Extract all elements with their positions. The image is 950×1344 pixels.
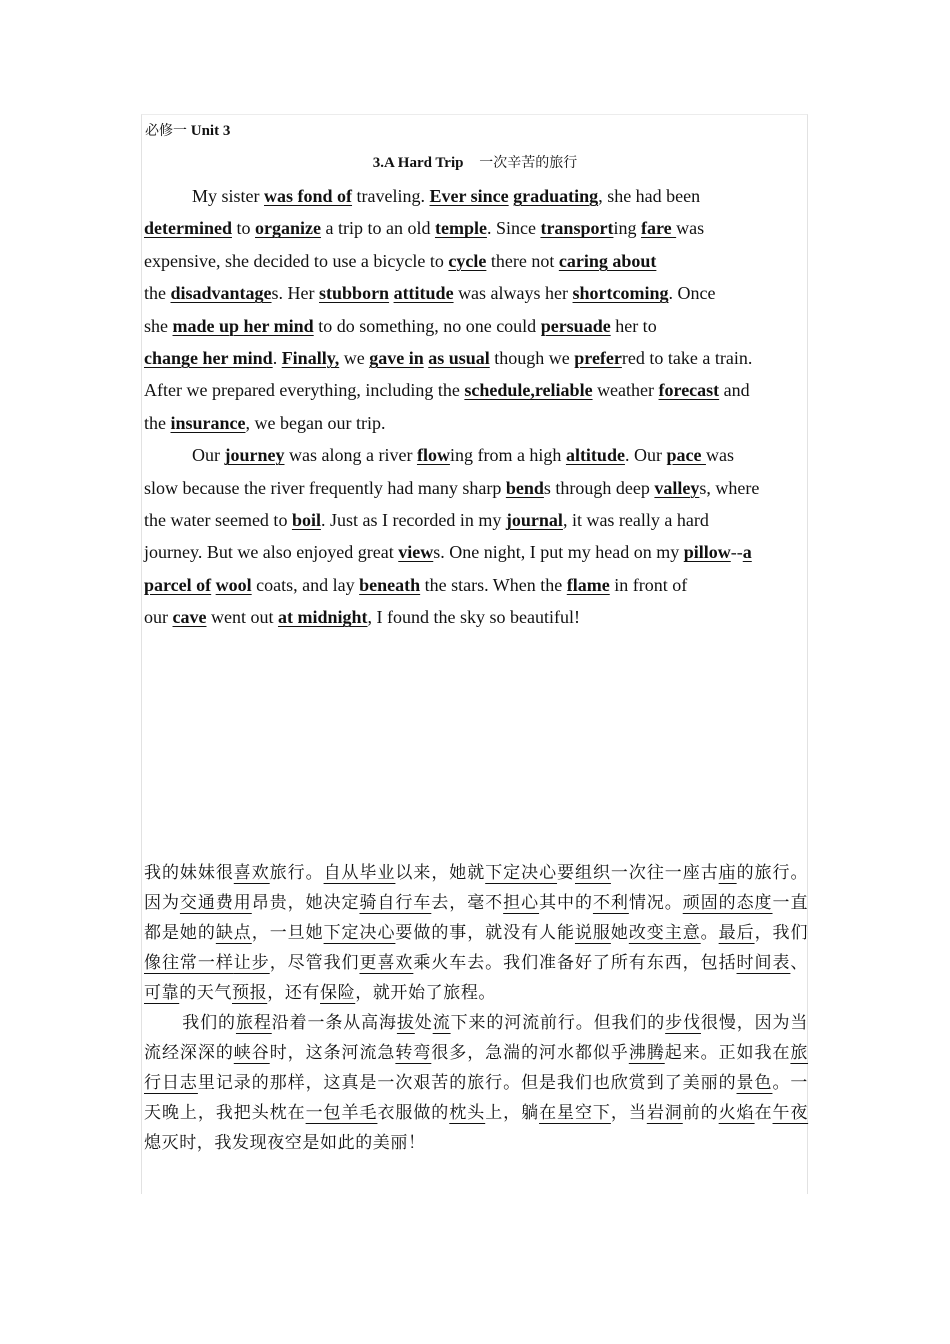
key-vocabulary: 可靠 [144, 983, 180, 1003]
text-run: was always her [453, 283, 573, 304]
key-vocabulary: altitude [565, 445, 625, 466]
text-run: and [719, 380, 750, 401]
key-vocabulary: 下定决心 [323, 923, 396, 943]
key-vocabulary: view [398, 542, 434, 563]
text-run: coats, and lay [251, 574, 360, 595]
key-vocabulary: parcel of [144, 574, 212, 595]
key-vocabulary: cycle [448, 250, 487, 271]
key-vocabulary: 枕头 [449, 1103, 486, 1123]
text-run: the stars. When the [420, 574, 567, 595]
text-run: My sister [192, 186, 264, 206]
key-vocabulary: pillow [683, 542, 731, 563]
text-run: 里记录的那样，这真是一次艰苦的旅行。但是我们也欣赏到了美丽的 [197, 1073, 737, 1093]
key-vocabulary: Finally, [281, 348, 340, 369]
text-run: ，一旦她 [251, 923, 324, 943]
text-run: went out [206, 607, 278, 628]
text-run: 很多，急湍的河水都似乎 [431, 1043, 629, 1063]
text-run: in front of [609, 574, 688, 595]
text-run: was [705, 445, 734, 466]
text-run: the [144, 283, 171, 304]
key-vocabulary: 午夜 [772, 1103, 809, 1123]
text-run: a trip to an old [320, 218, 435, 239]
title-english: 3.A Hard Trip [372, 155, 464, 171]
key-vocabulary: 保险 [320, 983, 356, 1003]
key-vocabulary: 说服 [574, 923, 611, 943]
text-run: ，还有 [267, 983, 321, 1003]
text-run: ing from a high [449, 445, 566, 466]
key-vocabulary: change her mind [144, 348, 273, 369]
text-run: her to [610, 315, 657, 336]
key-vocabulary: 在星空下 [539, 1103, 611, 1123]
chinese-paragraph-2 [144, 1008, 808, 1158]
text-run: 熄灭时，我发现夜空是如此的美丽！ [144, 1133, 426, 1153]
text-run: 她 [610, 923, 629, 943]
key-vocabulary: 景色 [736, 1073, 773, 1093]
key-vocabulary: 喜欢 [233, 863, 270, 883]
text-run: 要做的事，就没有人能 [395, 923, 575, 943]
title-chinese: 一次辛苦的旅行 [479, 155, 578, 171]
key-vocabulary: graduating [513, 186, 599, 206]
text-run: 我的妹妹很 [144, 863, 234, 883]
unit-label [145, 121, 230, 141]
text-run: . [272, 348, 282, 369]
text-run: 的旅行。因为 [144, 863, 809, 913]
text-run: was [676, 218, 705, 239]
text-run: 旅行。 [269, 863, 324, 883]
text-run: , she had been [598, 186, 701, 206]
key-vocabulary: 火焰 [718, 1103, 755, 1123]
key-vocabulary: a [742, 542, 752, 563]
text-run: 下来的河流前行。但我们的 [450, 1013, 666, 1033]
unit-label-en: Unit 3 [190, 123, 231, 139]
text-run: 要 [557, 863, 575, 883]
key-vocabulary: 不利 [592, 893, 629, 913]
text-run: traveling. [352, 186, 430, 206]
key-vocabulary: transport [540, 218, 614, 239]
key-vocabulary: 预报 [232, 983, 268, 1003]
english-paragraph-1 [144, 180, 812, 439]
text-run: s. One night, I put my head on my [433, 542, 684, 563]
key-vocabulary: 最后 [718, 923, 755, 943]
key-vocabulary: 让步 [233, 953, 270, 973]
key-vocabulary: stubborn [319, 283, 390, 304]
key-vocabulary: 下定决心 [485, 863, 558, 883]
text-run: ，尽管我们 [269, 953, 360, 973]
key-vocabulary: fare [640, 218, 677, 239]
key-vocabulary: was fond of [264, 186, 353, 206]
key-vocabulary: 骑自行车 [359, 893, 432, 913]
key-vocabulary: journal [505, 510, 563, 531]
text-run: s, where [699, 477, 760, 498]
text-run: 我们的 [182, 1013, 236, 1033]
text-run: ，当 [610, 1103, 647, 1123]
text-run: though we [489, 348, 575, 369]
key-vocabulary: as usual [428, 348, 490, 369]
key-vocabulary: 转弯 [395, 1043, 432, 1063]
key-vocabulary: prefer [574, 348, 622, 369]
key-vocabulary: disadvantage [170, 283, 272, 304]
text-run: 很慢，因为当流经深深的 [144, 1013, 808, 1063]
key-vocabulary: insurance [170, 412, 246, 433]
key-vocabulary: persuade [540, 315, 611, 336]
text-run: 的天气 [179, 983, 233, 1003]
text-run: expensive, she decided to use a bicycle to [144, 250, 449, 271]
text-run: the [144, 412, 171, 433]
key-vocabulary: cave [172, 607, 207, 628]
key-vocabulary: 峡谷 [233, 1043, 270, 1063]
unit-label-zh: 必修一 [145, 123, 187, 139]
key-vocabulary: 交通费用 [179, 893, 252, 913]
passage-title [145, 153, 805, 173]
text-run: 。一天晚上，我把头枕在 [144, 1073, 809, 1123]
key-vocabulary: wool [215, 574, 252, 595]
text-run: s through deep [543, 477, 655, 498]
key-vocabulary: 像往常一样 [144, 953, 234, 973]
text-run: was along a river [284, 445, 417, 466]
key-vocabulary: 步伐 [665, 1013, 701, 1033]
text-run: she [144, 315, 173, 336]
key-vocabulary: 旅行日志 [144, 1043, 809, 1093]
text-run: there not [486, 250, 559, 271]
text-run: 昂贵，她决定 [251, 893, 360, 913]
text-run: 情况。 [628, 893, 683, 913]
text-run: red to take a train. [621, 348, 753, 369]
text-run: journey. But we also enjoyed great [144, 542, 399, 563]
key-vocabulary: valley [654, 477, 700, 498]
text-run: 上，躺 [485, 1103, 540, 1123]
key-vocabulary: 缺点 [215, 923, 252, 943]
key-vocabulary: organize [255, 218, 321, 239]
key-vocabulary: attitude [393, 283, 454, 304]
text-run: After we prepared everything, including the [144, 380, 465, 401]
text-run: 以来，她就 [395, 863, 486, 883]
key-vocabulary: 岩洞 [646, 1103, 683, 1123]
text-run: 在 [754, 1103, 773, 1123]
text-run: ，就开始了旅程。 [355, 983, 497, 1003]
text-run: weather [592, 380, 659, 401]
text-run: . Just as I recorded in my [320, 510, 506, 531]
key-vocabulary: schedule,reliable [464, 380, 593, 401]
english-paragraph-2 [144, 439, 812, 633]
key-vocabulary: 毕业 [359, 863, 396, 883]
key-vocabulary: 沸腾 [628, 1043, 665, 1063]
text-run: . Once [668, 283, 716, 304]
text-run: 处 [414, 1013, 433, 1033]
text-run: 衣服做的 [377, 1103, 450, 1123]
key-vocabulary: 羊毛 [341, 1103, 378, 1123]
text-run: 其中的 [539, 893, 593, 913]
text-run: . Since [486, 218, 541, 239]
text-run: ing [613, 218, 641, 239]
key-vocabulary: pace [666, 445, 706, 466]
text-run: . Our [624, 445, 667, 466]
key-vocabulary: journey [224, 445, 285, 466]
key-vocabulary: caring about [558, 250, 657, 271]
key-vocabulary: boil [291, 510, 321, 531]
chinese-paragraph-1 [144, 858, 808, 1008]
text-run: we [339, 348, 370, 369]
text-run: 一直都是她的 [144, 893, 809, 943]
text-run: Our [192, 445, 225, 466]
text-run: , I found the sky so beautiful! [367, 607, 580, 628]
chinese-translation [144, 858, 808, 1158]
text-run: ，我们 [754, 923, 809, 943]
text-run: to do something, no one could [313, 315, 541, 336]
text-run: 一次往一座古 [610, 863, 719, 883]
key-vocabulary: flow [416, 445, 450, 466]
text-run: 。 [700, 923, 719, 943]
text-run: 沿着一条从高海 [271, 1013, 397, 1033]
text-run: , it was really a hard [562, 510, 709, 531]
key-vocabulary: bend [505, 477, 544, 498]
text-run: , we began our trip. [245, 412, 386, 433]
text-run: slow because the river frequently had many sharp [144, 477, 506, 498]
key-vocabulary: 更喜欢 [359, 953, 414, 973]
text-run: s. Her [271, 283, 320, 304]
english-passage [144, 180, 812, 634]
key-vocabulary: 时间表 [736, 953, 791, 973]
key-vocabulary: temple [434, 218, 487, 239]
key-vocabulary: 担心 [503, 893, 540, 913]
key-vocabulary: gave in [369, 348, 424, 369]
text-run: 时，这条河流急 [269, 1043, 396, 1063]
key-vocabulary: 自从 [323, 863, 360, 883]
key-vocabulary: 顽固的态度 [682, 893, 773, 913]
key-vocabulary: flame [566, 574, 610, 595]
text-run: 乘火车去。我们准备好了所有东西，包括 [413, 953, 737, 973]
key-vocabulary: 旅程 [235, 1013, 272, 1033]
text-run: 前的 [682, 1103, 719, 1123]
text-run: to [231, 218, 255, 239]
key-vocabulary: 组织 [575, 863, 611, 883]
text-run: 起来。正如我在 [664, 1043, 791, 1063]
key-vocabulary: at midnight [277, 607, 368, 628]
key-vocabulary: Ever since [429, 186, 509, 206]
key-vocabulary: shortcoming [572, 283, 669, 304]
text-run: the water seemed to [144, 510, 292, 531]
text-run: our [144, 607, 173, 628]
key-vocabulary: beneath [359, 574, 421, 595]
text-run: 去，毫不 [431, 893, 504, 913]
key-vocabulary: made up her mind [172, 315, 314, 336]
text-run: -- [730, 542, 743, 563]
key-vocabulary: 改变主意 [628, 923, 701, 943]
key-vocabulary: 一包 [305, 1103, 342, 1123]
key-vocabulary: 流 [432, 1013, 451, 1033]
key-vocabulary: 拔 [396, 1013, 415, 1033]
key-vocabulary: determined [144, 218, 232, 239]
key-vocabulary: forecast [658, 380, 720, 401]
text-run: 、 [790, 953, 809, 973]
key-vocabulary: 庙 [718, 863, 737, 883]
